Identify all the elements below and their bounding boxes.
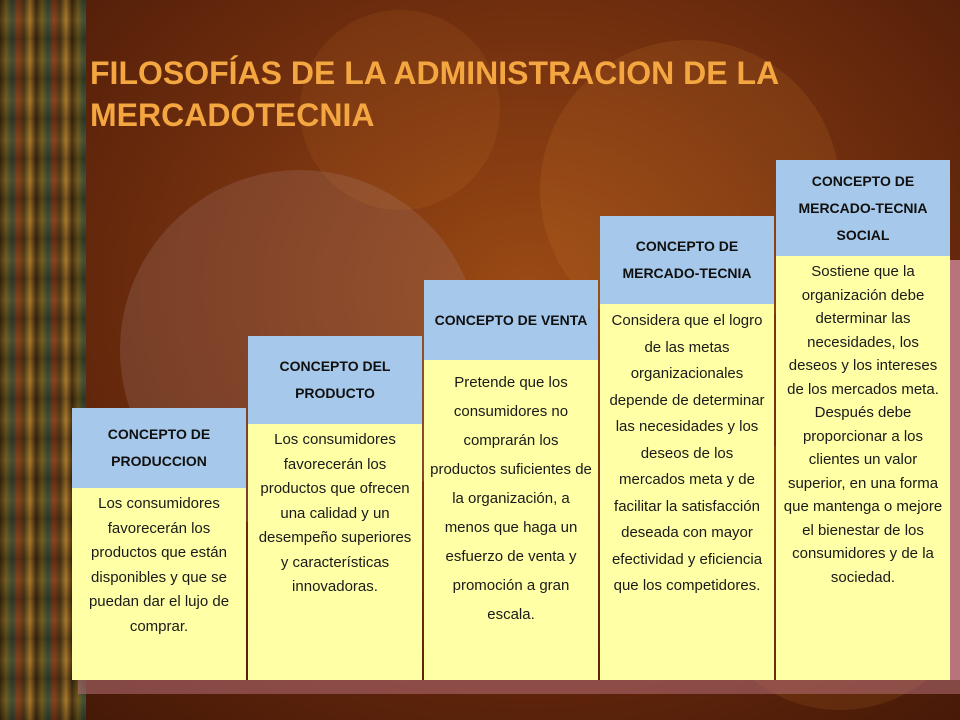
concept-column-produccion [72,408,246,680]
concept-column-venta [424,280,598,680]
concept-header: CONCEPTO DE PRODUCCION [72,408,246,488]
concept-column-mercadotecnia [600,216,774,680]
concept-description: Sostiene que la organización debe determinar las necesidades, los deseos y los intereses de los mercados meta. Después debe proporcionar a los clientes un valor superior, en una forma que mantenga o mejore el bienestar de los consumidores y de la sociedad. [776,256,950,680]
concept-description: Considera que el logro de las metas organizacionales depende de determinar las necesidades y los deseos de los mercados meta y de facilitar la satisfacción deseada con mayor efectividad y eficiencia que los competidores. [600,304,774,680]
concept-header: CONCEPTO DE MERCADO-TECNIA [600,216,774,304]
decorative-bottom-bar [78,680,960,694]
concept-header: CONCEPTO DE MERCADO-TECNIA SOCIAL [776,160,950,256]
concept-description: Pretende que los consumidores no comprarán los productos suficientes de la organización, a menos que haga un esfuerzo de venta y promoción a gran escala. [424,360,598,680]
concept-description: Los consumidores favorecerán los productos que están disponibles y que se puedan dar el lujo de comprar. [72,488,246,680]
concept-column-mercadotecnia-social [776,160,950,680]
concept-column-producto [248,336,422,680]
concept-description: Los consumidores favorecerán los productos que ofrecen una calidad y un desempeño superiores y características innovadoras. [248,424,422,680]
concept-header: CONCEPTO DEL PRODUCTO [248,336,422,424]
slide-title: FILOSOFÍAS DE LA ADMINISTRACION DE LA MERCADOTECNIA [90,55,778,133]
concept-header: CONCEPTO DE VENTA [424,280,598,360]
